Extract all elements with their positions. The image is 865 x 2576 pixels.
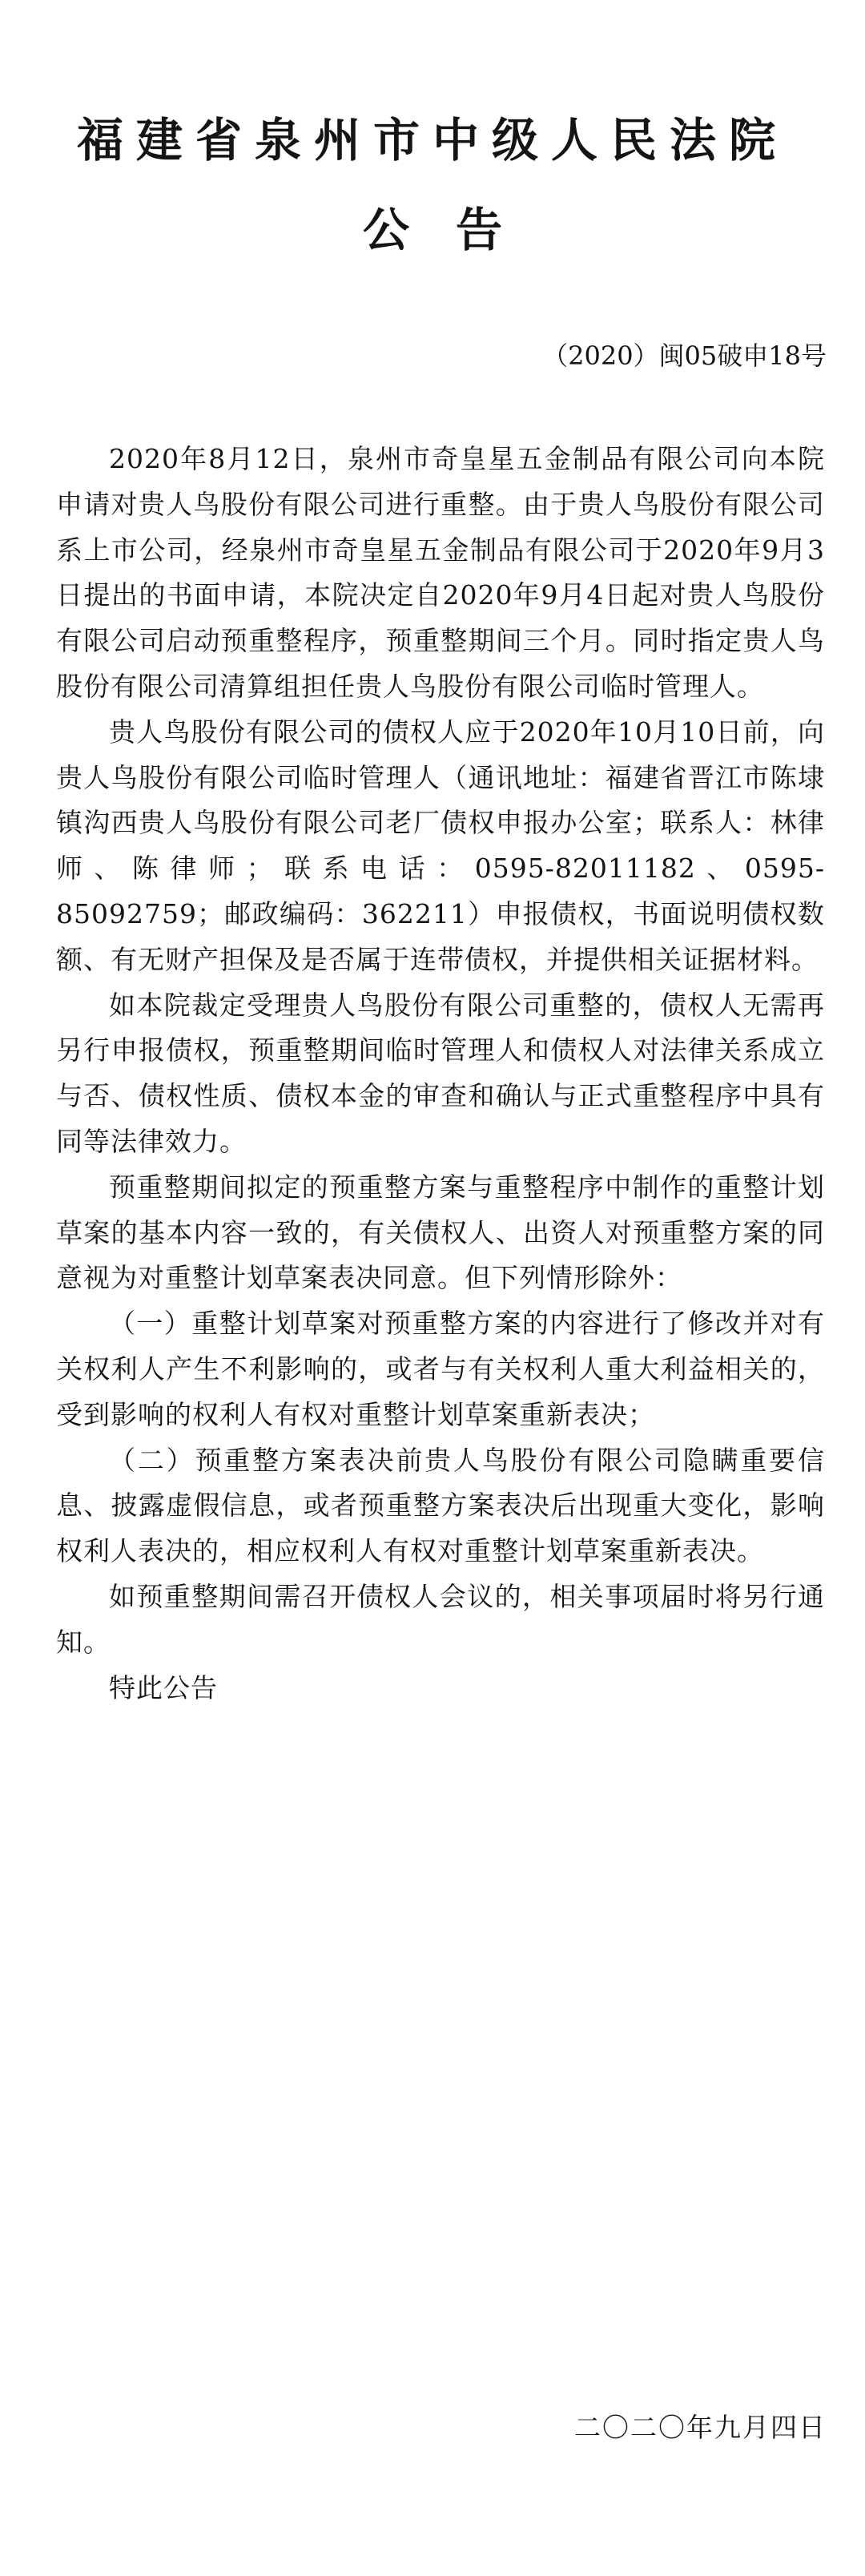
paragraph-plan-consent: 预重整期间拟定的预重整方案与重整程序中制作的重整计划草案的基本内容一致的，有关债权人、出资人对预重整方案的同意视为对重整计划草案表决同意。但下列情形除外： bbox=[56, 1171, 825, 1294]
paragraph-claim-filing: 贵人鸟股份有限公司的债权人应于2020年10月10日前，向贵人鸟股份有限公司临时管理人（通讯地址：福建省晋江市陈埭镇沟西贵人鸟股份有限公司老厂债权申报办公室；联系人：林律师、陈律师；联系电话：0595-82011182、0595-85092759；邮政编码：362211）申报债权，书面说明债权数额、有无财产担保及是否属于连带债权，并提供相关证据材料。 bbox=[56, 716, 825, 975]
document-type-heading: 公告 bbox=[362, 203, 549, 257]
paragraph-exception-1: （一）重整计划草案对预重整方案的内容进行了修改并对有关权利人产生不利影响的，或者与有关权利人重大利益相关的，受到影响的权利人有权对重整计划草案重新表决； bbox=[56, 1308, 825, 1430]
court-name-heading: 福建省泉州市中级人民法院 bbox=[76, 113, 788, 167]
paragraph-legal-effect: 如本院裁定受理贵人鸟股份有限公司重整的，债权人无需再另行申报债权，预重整期间临时管理人和债权人对法律关系成立与否、债权性质、债权本金的审查和确认与正式重整程序中具有同等法律效力。 bbox=[56, 989, 825, 1157]
paragraph-closing: 特此公告 bbox=[109, 1671, 218, 1703]
paragraph-creditor-meeting: 如预重整期间需召开债权人会议的，相关事项届时将另行通知。 bbox=[56, 1580, 825, 1658]
paragraph-exception-2: （二）预重整方案表决前贵人鸟股份有限公司隐瞒重要信息、披露虚假信息，或者预重整方案表决后出现重大变化，影响权利人表决的，相应权利人有权对重整计划草案重新表决。 bbox=[56, 1444, 825, 1567]
issue-date: 二〇二〇年九月四日 bbox=[574, 2412, 827, 2443]
case-number: （2020）闽05破申18号 bbox=[542, 341, 827, 371]
paragraph-application: 2020年8月12日，泉州市奇皇星五金制品有限公司向本院申请对贵人鸟股份有限公司进行重整。由于贵人鸟股份有限公司系上市公司，经泉州市奇皇星五金制品有限公司于2020年9月3日提出的书面申请，本院决定自2020年9月4日起对贵人鸟股份有限公司启动预重整程序，预重整期间三个月。同时指定贵人鸟股份有限公司清算组担任贵人鸟股份有限公司临时管理人。 bbox=[56, 443, 825, 702]
notice-body bbox=[56, 437, 825, 1711]
